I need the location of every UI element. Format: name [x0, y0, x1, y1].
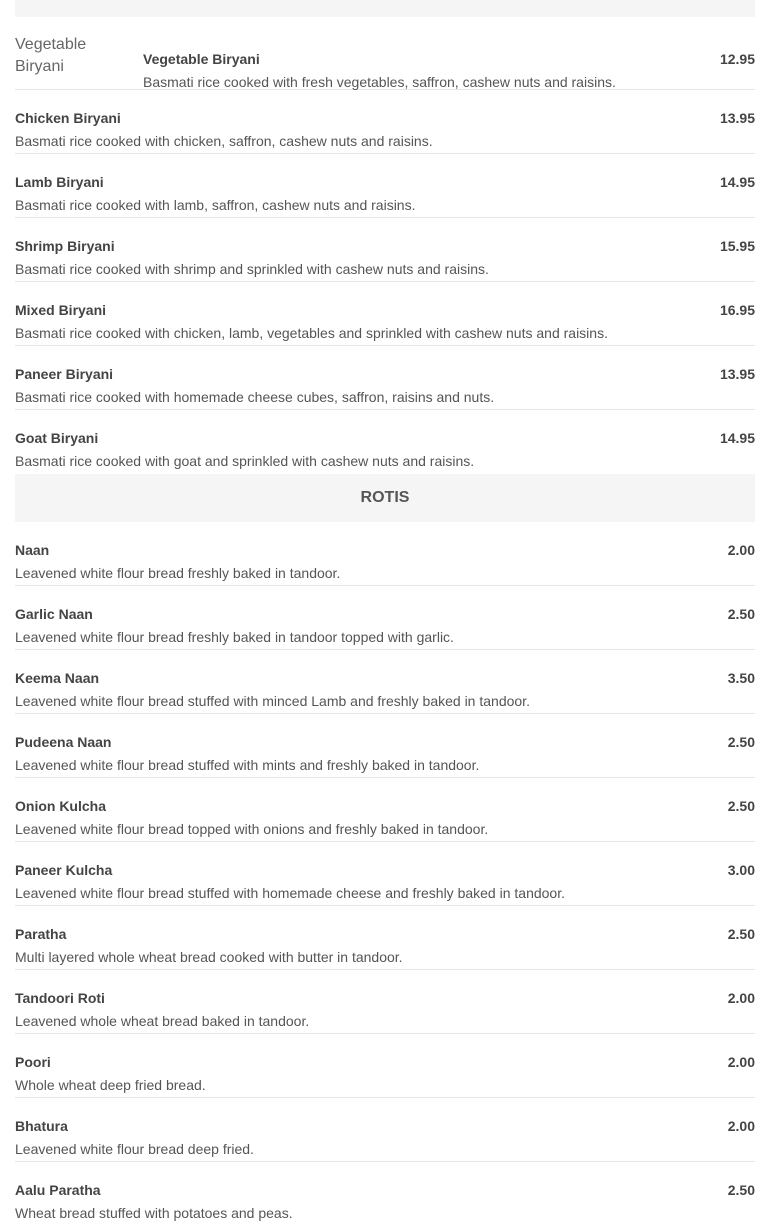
menu-item[interactable]: [15, 346, 755, 410]
item-name: Keema Naan: [15, 670, 100, 686]
item-description: Leavened white flour bread freshly baked in tandoor.: [15, 565, 341, 581]
item-price: 13.95: [719, 366, 755, 382]
item-description: Multi layered whole wheat bread cooked with butter in tandoor.: [15, 949, 403, 965]
menu: [15, 0, 755, 1226]
item-description: Leavened white flour bread deep fried.: [15, 1141, 254, 1157]
item-price: 3.00: [727, 862, 755, 878]
menu-item[interactable]: [15, 218, 755, 282]
item-description: Basmati rice cooked with chicken, lamb, vegetables and sprinkled with cashew nuts and raisins.: [15, 325, 608, 341]
menu-item[interactable]: [15, 1034, 755, 1098]
biryani-section-header: [15, 0, 755, 17]
item-price: 2.50: [727, 798, 755, 814]
menu-item[interactable]: [15, 410, 755, 474]
item-description: Leavened white flour bread stuffed with mints and freshly baked in tandoor.: [15, 757, 480, 773]
item-name: Paneer Kulcha: [15, 862, 113, 878]
item-name: Vegetable Biryani: [143, 51, 260, 67]
item-price: 2.00: [727, 1054, 755, 1070]
item-name: Tandoori Roti: [15, 990, 105, 1006]
item-description: Basmati rice cooked with goat and sprinkled with cashew nuts and raisins.: [15, 453, 475, 469]
item-name: Chicken Biryani: [15, 110, 121, 126]
menu-item[interactable]: [15, 714, 755, 778]
item-image: Vegetable Biryani: [15, 36, 87, 75]
item-price: 2.50: [727, 926, 755, 942]
item-description: Whole wheat deep fried bread.: [15, 1077, 206, 1093]
item-description: Basmati rice cooked with chicken, saffron, cashew nuts and raisins.: [15, 133, 433, 149]
item-name: Aalu Paratha: [15, 1182, 101, 1198]
item-name: Mixed Biryani: [15, 302, 107, 318]
item-description: Leavened whole wheat bread baked in tandoor.: [15, 1013, 310, 1029]
menu-item[interactable]: [15, 842, 755, 906]
item-name: Poori: [15, 1054, 51, 1070]
item-name: Pudeena Naan: [15, 734, 112, 750]
menu-item[interactable]: [15, 522, 755, 586]
item-description: Leavened white flour bread stuffed with homemade cheese and freshly baked in tandoor.: [15, 885, 565, 901]
item-name: Shrimp Biryani: [15, 238, 115, 254]
menu-item[interactable]: [15, 282, 755, 346]
item-name: Bhatura: [15, 1118, 68, 1134]
menu-item[interactable]: [15, 778, 755, 842]
item-description: Basmati rice cooked with homemade cheese cubes, saffron, raisins and nuts.: [15, 389, 495, 405]
item-name: Garlic Naan: [15, 606, 93, 622]
item-description: Leavened white flour bread freshly baked in tandoor topped with garlic.: [15, 629, 454, 645]
menu-item[interactable]: [15, 586, 755, 650]
menu-item[interactable]: [15, 1098, 755, 1162]
item-description: Leavened white flour bread stuffed with minced Lamb and freshly baked in tandoor.: [15, 693, 530, 709]
item-description: Basmati rice cooked with fresh vegetables, saffron, cashew nuts and raisins.: [143, 74, 616, 90]
category-header-rotis: ROTIS: [15, 474, 755, 522]
item-description: Basmati rice cooked with lamb, saffron, cashew nuts and raisins.: [15, 197, 416, 213]
item-price: 15.95: [719, 238, 755, 254]
item-description: Basmati rice cooked with shrimp and sprinkled with cashew nuts and raisins.: [15, 261, 489, 277]
menu-item[interactable]: [15, 90, 755, 154]
item-price: 14.95: [719, 174, 755, 190]
menu-item[interactable]: [15, 650, 755, 714]
item-price: 2.00: [727, 990, 755, 1006]
item-name: Paratha: [15, 926, 67, 942]
item-name: Goat Biryani: [15, 430, 99, 446]
menu-item[interactable]: [15, 970, 755, 1034]
menu-item[interactable]: [15, 17, 755, 90]
item-name: Paneer Biryani: [15, 366, 114, 382]
item-price: 13.95: [719, 110, 755, 126]
item-description: Leavened white flour bread topped with onions and freshly baked in tandoor.: [15, 821, 489, 837]
item-price: 14.95: [719, 430, 755, 446]
item-price: 2.50: [727, 606, 755, 622]
item-price: 2.00: [727, 1118, 755, 1134]
menu-item[interactable]: [15, 1162, 755, 1226]
item-name: Naan: [15, 542, 50, 558]
item-price: 2.00: [727, 542, 755, 558]
item-name: Onion Kulcha: [15, 798, 106, 814]
item-name: Lamb Biryani: [15, 174, 104, 190]
item-price: 3.50: [727, 670, 755, 686]
menu-item[interactable]: [15, 154, 755, 218]
item-price: 16.95: [719, 302, 755, 318]
item-description: Wheat bread stuffed with potatoes and peas.: [15, 1205, 293, 1221]
item-price: 2.50: [727, 1182, 755, 1198]
menu-item[interactable]: [15, 906, 755, 970]
item-price: 2.50: [727, 734, 755, 750]
item-price: 12.95: [719, 51, 755, 67]
